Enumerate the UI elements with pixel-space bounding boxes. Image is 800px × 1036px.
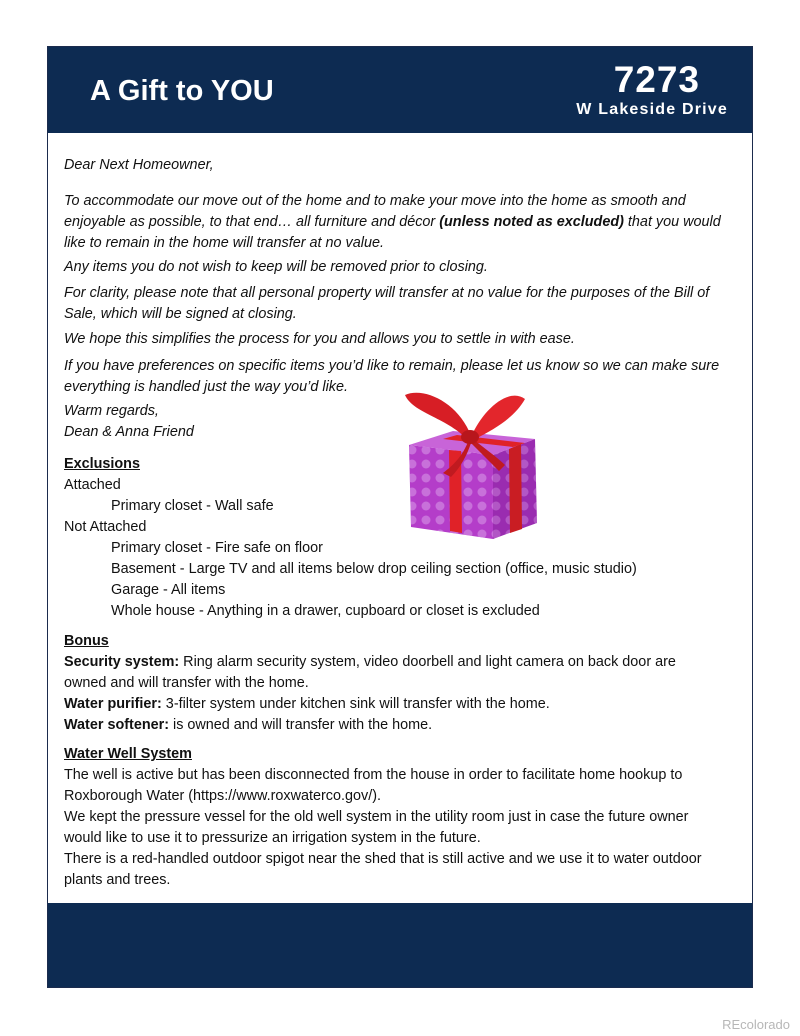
closing: Warm regards, <box>64 403 159 419</box>
signature: Dean & Anna Friend <box>64 424 194 440</box>
paragraph-simplify: We hope this simplifies the process for you and allows you to settle in with ease. <box>64 331 575 347</box>
attached-label: Attached <box>64 477 121 493</box>
salutation: Dear Next Homeowner, <box>64 157 214 173</box>
street-name: W Lakeside Drive <box>576 101 728 118</box>
well-heading: Water Well System <box>64 746 192 762</box>
paragraph-furniture: To accommodate our move out of the home and to make your move into the home as smooth and enjoyable as possible, to that end… all furniture and décor (unless noted as excluded) that you would like to remain in the home will transfer at no value. <box>64 193 721 251</box>
bonus-softener: Water softener: is owned and will transfer with the home. <box>64 717 433 733</box>
paragraph-removal: Any items you do not wish to keep will be removed prior to closing. <box>64 259 488 275</box>
gift-box-icon <box>405 387 540 542</box>
bonus-heading: Bonus <box>64 633 109 649</box>
bonus-purifier: Water purifier: 3-filter system under kitchen sink will transfer with the home. <box>64 696 550 712</box>
well-paragraph-2: We kept the pressure vessel for the old well system in the utility room just in case the future owner would like to use it to pressurize an irrigation system in the future. <box>64 809 689 846</box>
exclusions-heading: Exclusions <box>64 456 140 472</box>
exclusion-item: Whole house - Anything in a drawer, cupboard or closet is excluded <box>111 603 540 619</box>
well-paragraph-3: There is a red-handled outdoor spigot near the shed that is still active and we use it to water outdoor plants and trees. <box>64 851 702 888</box>
footer-banner <box>48 903 752 987</box>
not-attached-label: Not Attached <box>64 519 147 535</box>
flyer-sheet <box>47 46 753 988</box>
exclusion-item: Primary closet - Wall safe <box>111 498 274 514</box>
house-number: 7273 <box>613 59 700 100</box>
exclusion-item: Primary closet - Fire safe on floor <box>111 540 323 556</box>
exclusion-item: Garage - All items <box>111 582 226 598</box>
flyer-title: A Gift to YOU <box>90 75 274 107</box>
header-banner <box>48 47 752 133</box>
exclusion-item: Basement - Large TV and all items below drop ceiling section (office, music studio) <box>111 561 637 577</box>
paragraph-preferences: If you have preferences on specific items you’d like to remain, please let us know so we can make sure everything is handled just the way you’d like. <box>64 358 720 395</box>
bonus-security: Security system: Ring alarm security system, video doorbell and light camera on back door are owned and will transfer with the home. <box>64 654 676 691</box>
paragraph-bill-of-sale: For clarity, please note that all personal property will transfer at no value for the purposes of the Bill of Sale, which will be signed at closing. <box>64 285 710 322</box>
watermark-credit: REcolorado <box>722 1017 790 1032</box>
well-paragraph-1: The well is active but has been disconnected from the house in order to facilitate home hookup to Roxborough Water (https://www.roxwaterco.gov/). <box>64 767 683 804</box>
